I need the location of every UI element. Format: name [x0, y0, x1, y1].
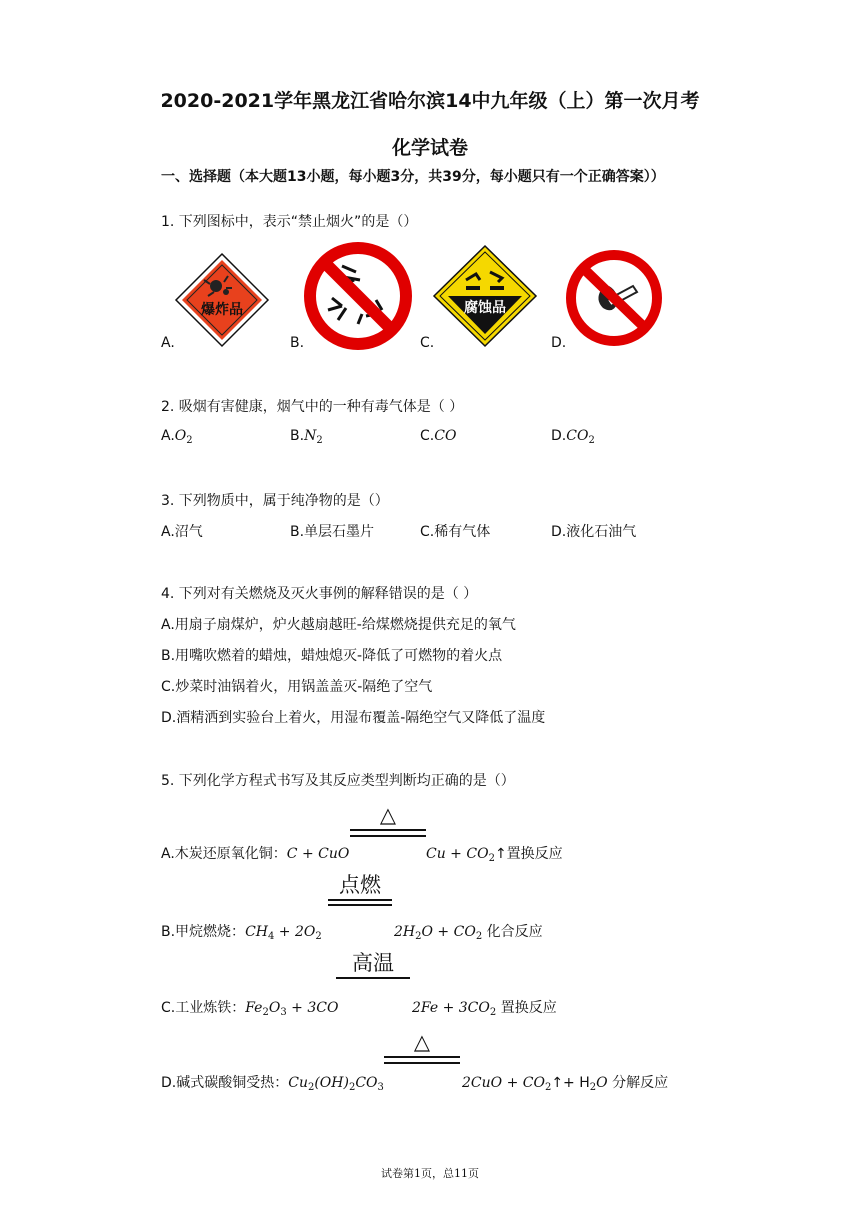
q4-option-d: D.酒精洒到实验台上着火，用湿布覆盖-隔绝空气又降低了温度 — [161, 710, 546, 726]
q5-d-condition: △ — [384, 1030, 460, 1064]
page-subtitle: 化学试卷 — [391, 137, 468, 159]
q1-option-d-label: D. — [551, 335, 567, 351]
q5-option-b-products: $2H_2O + CO_2$ 化合反应 — [394, 924, 543, 942]
question-4-stem: 4. 下列对有关燃烧及灭火事例的解释错误的是（ ） — [161, 586, 478, 602]
q4-option-b: B.用嘴吹燃着的蜡烛，蜡烛熄灭-降低了可燃物的着火点 — [161, 648, 503, 664]
question-2-stem: 2. 吸烟有害健康，烟气中的一种有毒气体是（ ） — [161, 399, 464, 415]
q2-option-a: $A.O_2$ — [161, 428, 193, 446]
section-heading: 一、选择题（本大题13小题，每小题3分，共39分，每小题只有一个正确答案）） — [161, 169, 665, 185]
question-5-stem: 5. 下列化学方程式书写及其反应类型判断均正确的是（） — [161, 773, 515, 789]
page-footer: 试卷第1页，总11页 — [381, 1167, 479, 1180]
no-fireworks-sign-icon — [302, 240, 414, 352]
q1-option-a-label: A. — [161, 335, 175, 351]
q5-b-condition: 点燃 — [328, 873, 392, 906]
q4-option-c: C.炒菜时油锅着火，用锅盖盖灭-隔绝了空气 — [161, 679, 433, 695]
q5-option-a-products: $Cu + CO_2↑$置换反应 — [426, 846, 563, 864]
corrosive-sign-text: 腐蚀品 — [464, 300, 506, 316]
corrosive-sign-icon — [432, 244, 538, 348]
q2-option-c: C.CO — [420, 428, 457, 444]
q5-option-c-products: $2Fe + 3CO_2$ 置换反应 — [412, 1000, 557, 1018]
q5-option-d: D.碱式碳酸铜受热：$Cu_2(OH)_2CO_3$ — [161, 1075, 384, 1093]
explosive-sign-icon — [174, 252, 270, 348]
q5-option-d-products: $2CuO + CO_2↑+ H_2O$ 分解反应 — [462, 1075, 669, 1093]
no-smoking-sign-icon — [563, 248, 665, 348]
q5-a-condition: △ — [350, 803, 426, 837]
q2-option-d: $D.CO_2$ — [551, 428, 595, 446]
question-1-stem: 1. 下列图标中，表示“禁止烟火”的是（） — [161, 214, 418, 230]
q5-option-b: B.甲烷燃烧：$CH_4 + 2O_2$ — [161, 924, 322, 942]
question-3-stem: 3. 下列物质中，属于纯净物的是（） — [161, 493, 389, 509]
q4-option-a: A.用扇子扇煤炉，炉火越扇越旺-给煤燃烧提供充足的氧气 — [161, 617, 516, 633]
page-title: 2020-2021学年黑龙江省哈尔滨14中九年级（上）第一次月考 — [160, 90, 700, 112]
q3-option-a: A.沼气 — [161, 524, 203, 540]
q5-option-a: A.木炭还原氧化铜：C + CuO — [161, 846, 350, 862]
q3-option-d: D.液化石油气 — [551, 524, 637, 540]
q5-option-c: C.工业炼铁：$Fe_2O_3 + 3CO$ — [161, 1000, 339, 1018]
q3-option-b: B.单层石墨片 — [290, 524, 375, 540]
explosive-sign-text: 爆炸品 — [201, 302, 243, 318]
q1-option-b-label: B. — [290, 335, 305, 351]
q2-option-b: $B.N_2$ — [290, 428, 323, 446]
q5-c-condition: 高温 — [336, 951, 410, 979]
q1-option-c-label: C. — [420, 335, 435, 351]
q3-option-c: C.稀有气体 — [420, 524, 491, 540]
